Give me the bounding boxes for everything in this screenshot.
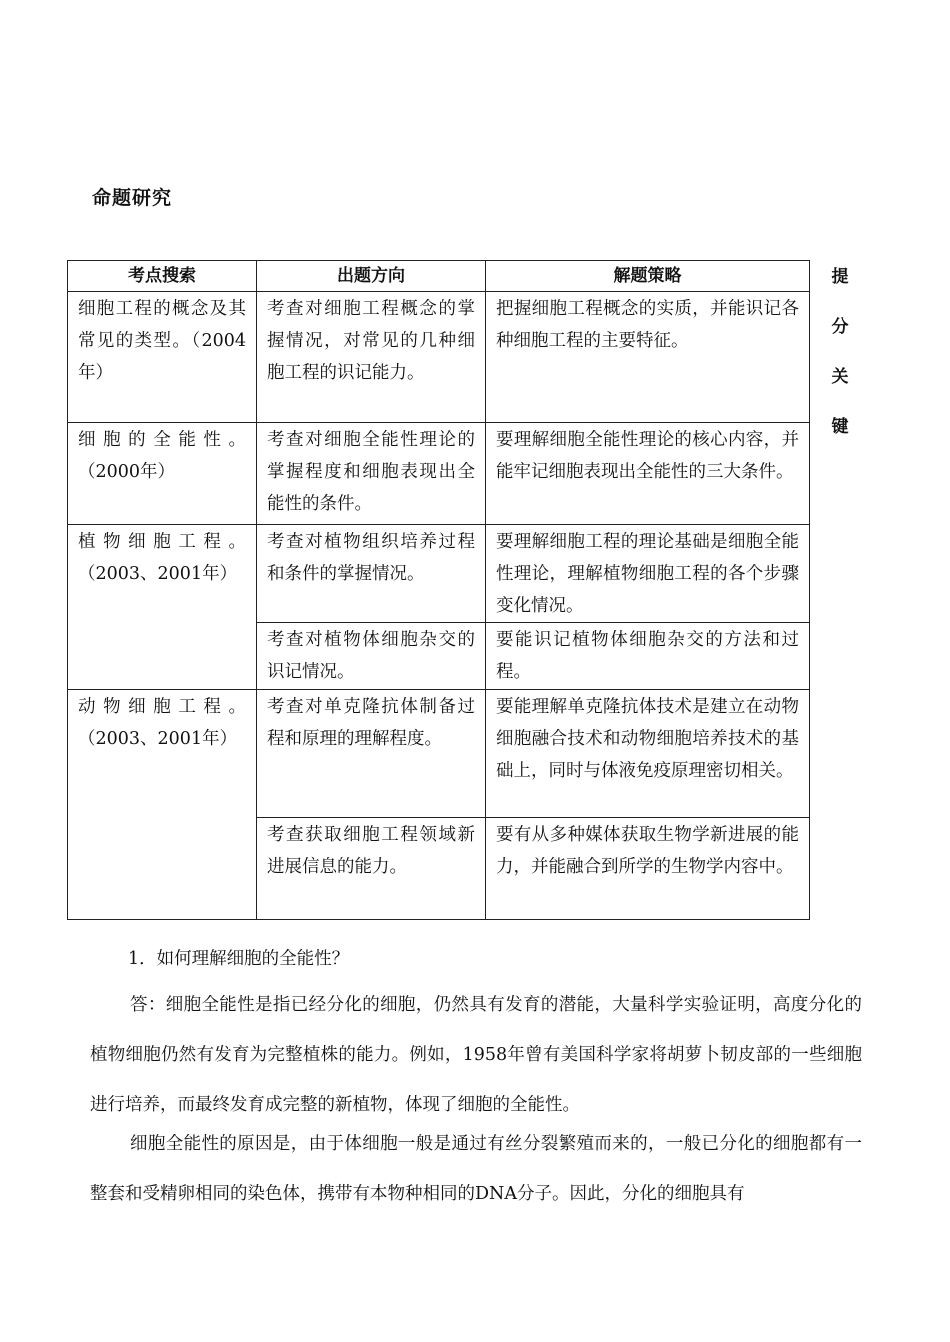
cell-topic: 细胞的全能性。（2000年） — [68, 423, 257, 525]
sidebar-char: 提 — [831, 267, 849, 287]
sidebar-key-points — [828, 262, 852, 462]
sidebar-char: 分 — [831, 317, 849, 337]
table-row — [68, 690, 810, 818]
cell-strategy: 要能理解单克隆抗体技术是建立在动物细胞融合技术和动物细胞培养技术的基础上，同时与体液免疫原理密切相关。 — [486, 690, 810, 818]
cell-topic: 植物细胞工程。（2003、2001年） — [68, 525, 257, 690]
cell-topic: 动物细胞工程。（2003、2001年） — [68, 690, 257, 920]
reason-paragraph: 细胞全能性的原因是，由于体细胞一般是通过有丝分裂繁殖而来的，一般已分化的细胞都有一整套和受精卵相同的染色体，携带有本物种相同的DNA分子。因此，分化的细胞具有 — [90, 1134, 862, 1204]
cell-strategy: 要理解细胞全能性理论的核心内容，并能牢记细胞表现出全能性的三大条件。 — [486, 423, 810, 525]
cell-direction: 考查对植物体细胞杂交的识记情况。 — [257, 623, 486, 690]
cell-strategy: 要理解细胞工程的理论基础是细胞全能性理论，理解植物细胞工程的各个步骤变化情况。 — [486, 525, 810, 623]
table-row — [68, 292, 810, 423]
cell-direction: 考查对细胞全能性理论的掌握程度和细胞表现出全能性的条件。 — [257, 423, 486, 525]
question-heading: 1．如何理解细胞的全能性？ — [128, 949, 350, 969]
cell-strategy: 要能识记植物体细胞杂交的方法和过程。 — [486, 623, 810, 690]
header-direction: 出题方向 — [257, 261, 486, 292]
cell-strategy: 把握细胞工程概念的实质，并能识记各种细胞工程的主要特征。 — [486, 292, 810, 423]
table-row — [68, 423, 810, 525]
cell-direction: 考查对单克隆抗体制备过程和原理的理解程度。 — [257, 690, 486, 818]
exam-analysis-table — [67, 260, 810, 920]
header-topic: 考点搜索 — [68, 261, 257, 292]
answer-paragraph: 答：细胞全能性是指已经分化的细胞，仍然具有发育的潜能，大量科学实验证明，高度分化的植物细胞仍然有发育为完整植株的能力。例如，1958年曾有美国科学家将胡萝卜韧皮部的一些细胞进行培养，而最终发育成完整的新植物，体现了细胞的全能性。 — [90, 995, 862, 1115]
sidebar-char: 关 — [831, 367, 849, 387]
cell-direction: 考查对植物组织培养过程和条件的掌握情况。 — [257, 525, 486, 623]
table-header-row — [68, 261, 810, 292]
cell-direction: 考查获取细胞工程领域新进展信息的能力。 — [257, 818, 486, 920]
cell-strategy: 要有从多种媒体获取生物学新进展的能力，并能融合到所学的生物学内容中。 — [486, 818, 810, 920]
header-strategy: 解题策略 — [486, 261, 810, 292]
cell-direction: 考查对细胞工程概念的掌握情况，对常见的几种细胞工程的识记能力。 — [257, 292, 486, 423]
cell-topic: 细胞工程的概念及其常见的类型。（2004年） — [68, 292, 257, 423]
table-row — [68, 525, 810, 623]
sidebar-char: 键 — [831, 417, 849, 437]
section-heading: 命题研究 — [92, 187, 173, 209]
